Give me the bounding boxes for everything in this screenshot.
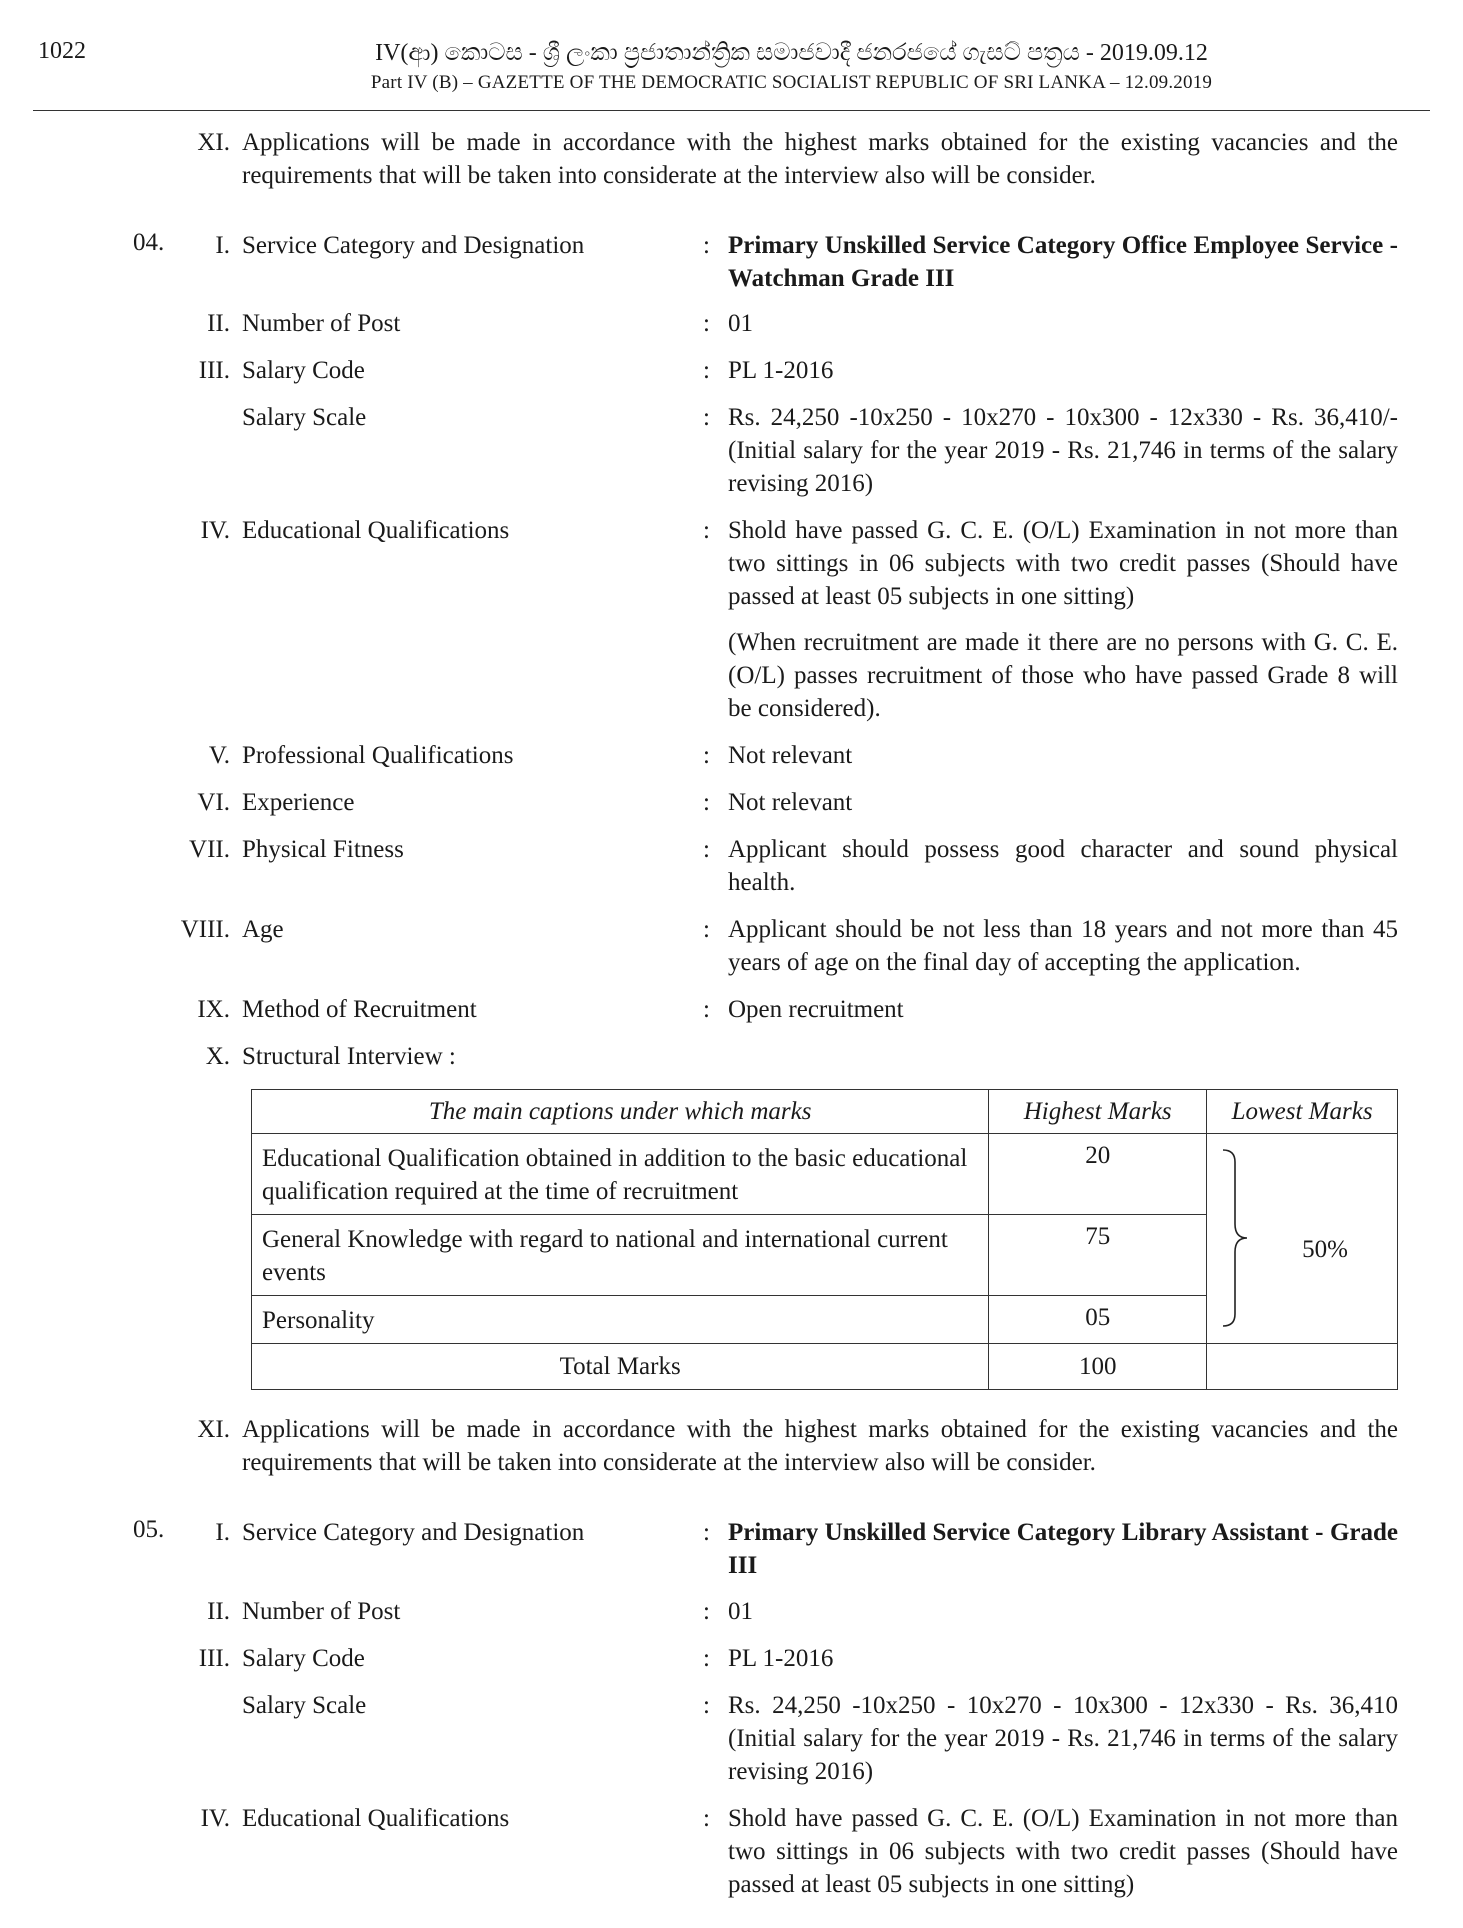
s05-iii-value: PL 1-2016 <box>728 1645 834 1672</box>
interview-marks-table <box>251 1089 1398 1390</box>
section-05-number: 05. <box>133 1516 165 1543</box>
s04-viii-numeral: VIII. <box>180 916 230 943</box>
s04-ii-value: 01 <box>728 310 753 337</box>
right-brace-icon <box>1221 1148 1251 1328</box>
colon: : <box>703 310 710 337</box>
lowest-marks-value: 50% <box>1302 1236 1348 1263</box>
s04-iii-label: Salary Code <box>242 357 365 384</box>
total-marks-value: 100 <box>989 1344 1207 1390</box>
s05-i-label: Service Category and Designation <box>242 1519 585 1546</box>
lowest-marks-cell <box>1207 1134 1398 1344</box>
s04-v-label: Professional Qualifications <box>242 742 514 769</box>
s05-salary-scale-value: Rs. 24,250 -10x250 - 10x270 - 10x300 - 12x330 - Rs. 36,410 (Initial salary for the year 2019 - Rs. 21,746 in terms of the salary revising 2016) <box>728 1692 1398 1785</box>
s04-i-value: Primary Unskilled Service Category Office Employee Service - Watchman Grade III <box>728 232 1398 292</box>
s04-iii-value: PL 1-2016 <box>728 357 834 384</box>
s04-ii-label: Number of Post <box>242 310 401 337</box>
colon: : <box>703 916 710 943</box>
row-caption: General Knowledge with regard to national and international current events <box>252 1215 989 1296</box>
intro-xi-text: Applications will be made in accordance with the highest marks obtained for the existing vacancies and the requirements that will be taken into considerate at the interview also will be consider. <box>242 129 1398 189</box>
s05-ii-numeral: II. <box>207 1598 230 1625</box>
gazette-header-english: Part IV (B) – GAZETTE OF THE DEMOCRATIC SOCIALIST REPUBLIC OF SRI LANKA – 12.09.2019 <box>370 72 1213 93</box>
s04-iv-note: (When recruitment are made it there are no persons with G. C. E. (O/L) passes recruitment of those who have passed Grade 8 will be considered). <box>728 629 1398 722</box>
total-marks-label: Total Marks <box>252 1344 989 1390</box>
s04-salary-scale-label: Salary Scale <box>242 404 367 431</box>
intro-xi-numeral: XI. <box>197 129 230 156</box>
s04-x-numeral: X. <box>205 1043 230 1070</box>
colon: : <box>703 1805 710 1832</box>
colon: : <box>703 517 710 544</box>
s04-viii-label: Age <box>242 916 284 943</box>
s05-iv-value: Shold have passed G. C. E. (O/L) Examination in not more than two sittings in 06 subjects with two credit passes (Should have passed at least 05 subjects in one sitting) <box>728 1805 1398 1898</box>
s04-salary-scale-value: Rs. 24,250 -10x250 - 10x270 - 10x300 - 12x330 - Rs. 36,410/- (Initial salary for the year 2019 - Rs. 21,746 in terms of the salary revising 2016) <box>728 404 1398 497</box>
header-divider <box>33 110 1430 111</box>
s04-ix-value: Open recruitment <box>728 996 904 1023</box>
header-highest-marks: Highest Marks <box>989 1090 1207 1134</box>
s05-iii-numeral: III. <box>198 1645 230 1672</box>
s04-vi-numeral: VI. <box>197 789 230 816</box>
total-lowest-empty <box>1207 1344 1398 1390</box>
row-caption: Personality <box>252 1296 989 1344</box>
s04-ii-numeral: II. <box>207 310 230 337</box>
s04-x-label: Structural Interview : <box>242 1043 456 1070</box>
s04-iii-numeral: III. <box>198 357 230 384</box>
section-04-number: 04. <box>133 229 165 256</box>
colon: : <box>703 357 710 384</box>
s04-i-numeral: I. <box>215 232 230 259</box>
table-header-row <box>252 1090 1398 1134</box>
s05-iv-label: Educational Qualifications <box>242 1805 510 1832</box>
s05-i-numeral: I. <box>215 1519 230 1546</box>
s04-iv-numeral: IV. <box>200 517 230 544</box>
s04-vii-value: Applicant should possess good character and sound physical health. <box>728 836 1398 896</box>
s05-iv-numeral: IV. <box>200 1805 230 1832</box>
row-highest: 20 <box>989 1134 1207 1215</box>
colon: : <box>703 1519 710 1546</box>
colon: : <box>703 1598 710 1625</box>
colon: : <box>703 232 710 259</box>
s04-vii-numeral: VII. <box>189 836 230 863</box>
colon: : <box>703 996 710 1023</box>
colon: : <box>703 404 710 431</box>
gazette-header-sinhala: IV(ආ) කොටස - ශ්‍රී ලංකා ප්‍රජාතාන්ත්‍රික සමාජවාදී ජනරජයේ ගැසට් පත්‍රය - 2019.09.12 <box>375 40 1208 66</box>
s04-v-numeral: V. <box>208 742 230 769</box>
s04-viii-value: Applicant should be not less than 18 years and not more than 45 years of age on the final day of accepting the application. <box>728 916 1398 976</box>
s05-iii-label: Salary Code <box>242 1645 365 1672</box>
row-highest: 05 <box>989 1296 1207 1344</box>
s04-v-value: Not relevant <box>728 742 853 769</box>
s04-iv-label: Educational Qualifications <box>242 517 510 544</box>
page-number: 1022 <box>38 38 86 64</box>
table-row <box>252 1134 1398 1215</box>
s04-ix-label: Method of Recruitment <box>242 996 477 1023</box>
header-captions: The main captions under which marks <box>252 1090 989 1134</box>
s04-ix-numeral: IX. <box>197 996 230 1023</box>
s04-iv-value: Shold have passed G. C. E. (O/L) Examination in not more than two sittings in 06 subjects with two credit passes (Should have passed at least 05 subjects in one sitting) <box>728 517 1398 610</box>
row-highest: 75 <box>989 1215 1207 1296</box>
colon: : <box>703 742 710 769</box>
colon: : <box>703 1692 710 1719</box>
s04-vi-label: Experience <box>242 789 355 816</box>
colon: : <box>703 1645 710 1672</box>
s04-i-label: Service Category and Designation <box>242 232 585 259</box>
colon: : <box>703 789 710 816</box>
colon: : <box>703 836 710 863</box>
s05-salary-scale-label: Salary Scale <box>242 1692 367 1719</box>
s05-ii-value: 01 <box>728 1598 753 1625</box>
s04-xi-numeral: XI. <box>197 1416 230 1443</box>
s04-xi-text: Applications will be made in accordance with the highest marks obtained for the existing vacancies and the requirements that will be taken into considerate at the interview also will be consider. <box>242 1416 1398 1476</box>
s04-vii-label: Physical Fitness <box>242 836 404 863</box>
row-caption: Educational Qualification obtained in addition to the basic educational qualification required at the time of recruitment <box>252 1134 989 1215</box>
s04-vi-value: Not relevant <box>728 789 853 816</box>
table-total-row <box>252 1344 1398 1390</box>
s05-ii-label: Number of Post <box>242 1598 401 1625</box>
s05-i-value: Primary Unskilled Service Category Library Assistant - Grade III <box>728 1519 1398 1579</box>
header-lowest-marks: Lowest Marks <box>1207 1090 1398 1134</box>
